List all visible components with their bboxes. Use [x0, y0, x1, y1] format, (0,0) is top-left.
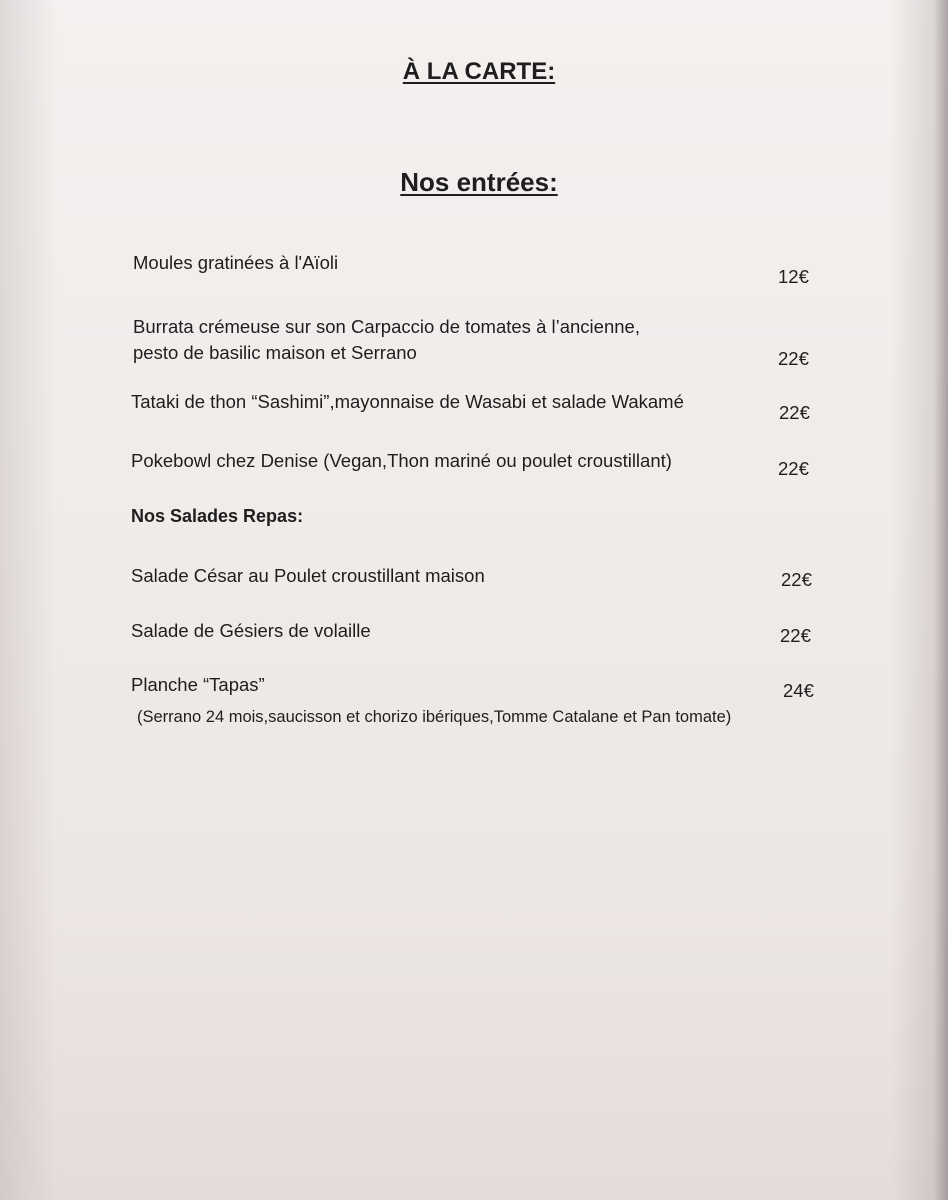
- menu-item-price: 22€: [778, 458, 809, 479]
- menu-item-name: Pokebowl chez Denise (Vegan,Thon mariné ou poulet croustillant): [131, 450, 672, 471]
- page-title: À LA CARTE:: [402, 58, 556, 85]
- entrees-heading: Nos entrées:: [400, 167, 558, 197]
- menu-item-name: Tataki de thon “Sashimi”,mayonnaise de Wasabi et salade Wakamé: [131, 391, 684, 412]
- menu-item-name: Moules gratinées à l'Aïoli: [133, 252, 339, 273]
- menu-item-price: 22€: [781, 569, 812, 590]
- menu-item-name: Planche “Tapas”: [131, 674, 265, 695]
- menu-item-price: 22€: [780, 625, 811, 646]
- menu-item-description: (Serrano 24 mois,saucisson et chorizo ibériques,Tomme Catalane et Pan tomate): [137, 708, 732, 726]
- menu-item-name: Salade de Gésiers de volaille: [131, 620, 371, 641]
- salades-heading: Nos Salades Repas:: [131, 506, 304, 526]
- menu-item-price: 24€: [783, 680, 814, 701]
- menu-item-price: 22€: [778, 348, 809, 369]
- menu-item-name: Burrata crémeuse sur son Carpaccio de tomates à l’ancienne,: [133, 316, 640, 337]
- menu-item-name-line2: pesto de basilic maison et Serrano: [133, 342, 417, 363]
- menu-item-price: 22€: [779, 402, 810, 423]
- menu-item-name: Salade César au Poulet croustillant maison: [131, 565, 485, 586]
- menu-item-price: 12€: [778, 266, 809, 287]
